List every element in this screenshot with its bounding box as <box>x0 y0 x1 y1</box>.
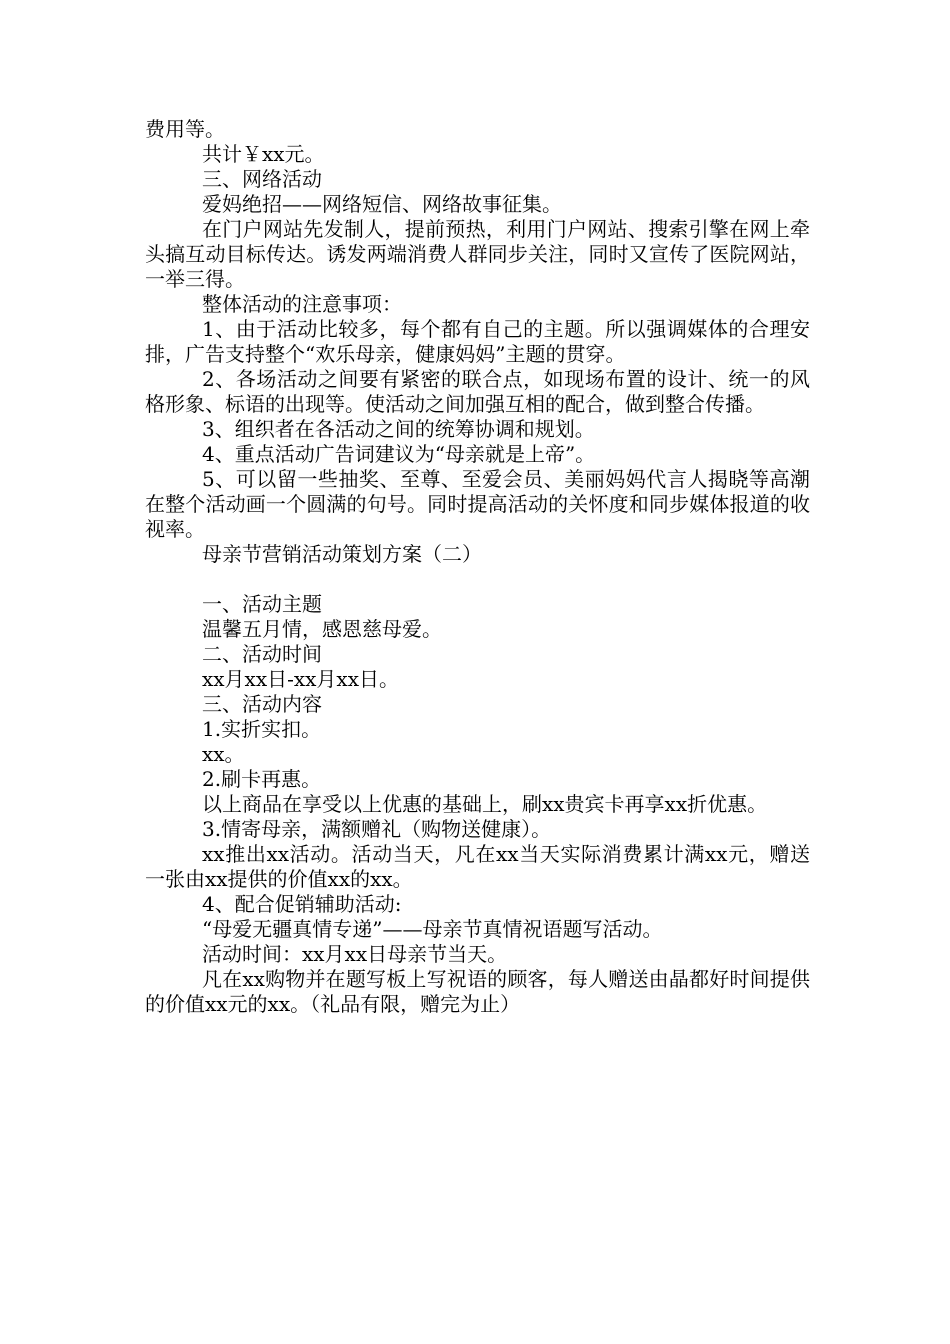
paragraph-continuation: 费用等。 <box>145 117 225 141</box>
note-item-1: 1、由于活动比较多，每个都有自己的主题。所以强调媒体的合理安排，广告支持整个“欢乐母亲，健康妈妈”主题的贯穿。 <box>145 317 810 366</box>
heading-time: 二、活动时间 <box>202 642 322 666</box>
content-item-1: 1.实折实扣。 <box>202 717 322 741</box>
paragraph-total: 共计￥xx元。 <box>202 142 325 166</box>
document-page <box>145 117 810 1017</box>
paragraph-online-collection: 爱妈绝招——网络短信、网络故事征集。 <box>202 192 562 216</box>
note-item-2: 2、各场活动之间要有紧密的联合点，如现场布置的设计、统一的风格形象、标语的出现等。使活动之间加强互相的配合，做到整合传播。 <box>145 367 810 416</box>
section-title-plan-two: 母亲节营销活动策划方案（二） <box>202 542 482 566</box>
heading-notes: 整体活动的注意事项： <box>202 292 402 316</box>
content-item-4-detail: 凡在xx购物并在题写板上写祝语的顾客，每人赠送由晶都好时间提供的价值xx元的xx。（礼品有限，赠完为止） <box>145 967 810 1016</box>
content-item-4-time: 活动时间：xx月xx日母亲节当天。 <box>202 942 508 966</box>
content-item-4-title: “母爱无疆真情专递”——母亲节真情祝语题写活动。 <box>202 917 663 941</box>
content-item-3: 3.情寄母亲，满额赠礼（购物送健康）。 <box>202 817 552 841</box>
heading-online-activity: 三、网络活动 <box>202 167 322 191</box>
content-item-2: 2.刷卡再惠。 <box>202 767 322 791</box>
heading-content: 三、活动内容 <box>202 692 322 716</box>
note-item-4: 4、重点活动广告词建议为“母亲就是上帝”。 <box>202 442 596 466</box>
heading-theme: 一、活动主题 <box>202 592 322 616</box>
paragraph-time: xx月xx日-xx月xx日。 <box>202 667 399 691</box>
note-item-3: 3、组织者在各活动之间的统筹协调和规划。 <box>202 417 595 441</box>
content-item-2-detail: 以上商品在享受以上优惠的基础上，刷xx贵宾卡再享xx折优惠。 <box>202 792 768 816</box>
content-item-4: 4、配合促销辅助活动: <box>202 892 402 916</box>
paragraph-theme: 温馨五月情，感恩慈母爱。 <box>202 617 442 641</box>
content-item-3-detail: xx推出xx活动。活动当天，凡在xx当天实际消费累计满xx元，赠送一张由xx提供的价值xx的xx。 <box>145 842 810 891</box>
note-item-5: 5、可以留一些抽奖、至尊、至爱会员、美丽妈妈代言人揭晓等高潮在整个活动画一个圆满的句号。同时提高活动的关怀度和同步媒体报道的收视率。 <box>145 467 810 541</box>
paragraph-portal: 在门户网站先发制人，提前预热，利用门户网站、搜索引擎在网上牵头搞互动目标传达。诱发两端消费人群同步关注，同时又宣传了医院网站，一举三得。 <box>145 217 810 291</box>
blank-line <box>145 567 810 592</box>
content-item-1-detail: xx。 <box>202 742 245 766</box>
